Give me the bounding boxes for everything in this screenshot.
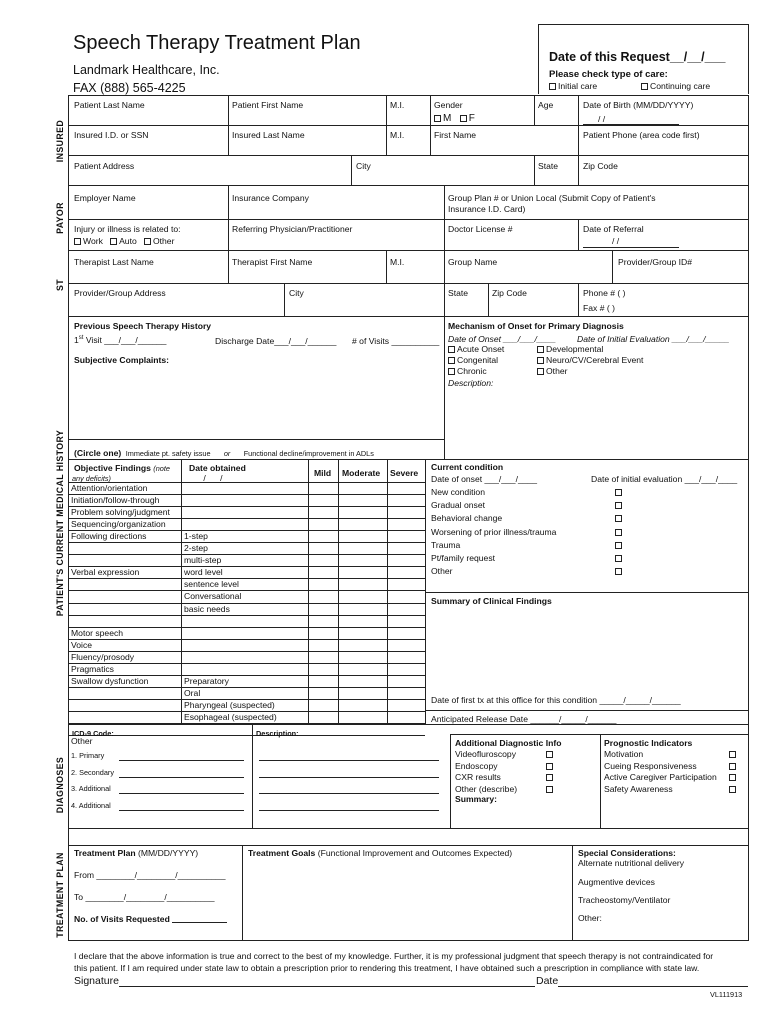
checkbox-icon[interactable] <box>641 83 648 90</box>
prev-history-title: Previous Speech Therapy History <box>74 321 212 331</box>
severe-header: Severe <box>390 468 419 478</box>
current-initial-eval-field[interactable]: Date of initial evaluation ___/___/____ <box>591 474 738 484</box>
employer-name-field[interactable]: Employer Name <box>74 193 136 203</box>
objective-subrow-label: sentence level <box>184 579 239 590</box>
initial-care-option[interactable]: Initial care <box>549 81 597 91</box>
insurance-company-field[interactable]: Insurance Company <box>232 193 309 203</box>
checkbox-icon[interactable] <box>549 83 556 90</box>
objective-row-label: Following directions <box>71 531 147 542</box>
insured-mi-field[interactable]: M.I. <box>390 130 405 140</box>
objective-row-label: Attention/orientation <box>71 483 148 493</box>
mechanism-title: Mechanism of Onset for Primary Diagnosis <box>448 321 624 331</box>
current-condition-item: Other <box>431 566 453 577</box>
provider-phone-field[interactable]: Phone # ( ) <box>583 288 626 298</box>
anticipated-release-field[interactable]: Anticipated Release Date ______/_____/______ <box>431 714 617 724</box>
checkbox-icon[interactable] <box>460 115 467 122</box>
company-name: Landmark Healthcare, Inc. <box>73 63 220 77</box>
provider-address-field[interactable]: Provider/Group Address <box>74 288 166 298</box>
objective-subrow-label: Esophageal (suspected) <box>184 711 277 722</box>
diagnosis-description-line[interactable] <box>259 777 439 778</box>
visits-requested-field[interactable]: No. of Visits Requested <box>74 914 227 924</box>
provider-group-id-field[interactable]: Provider/Group ID# <box>618 257 693 267</box>
current-condition-item: Gradual onset <box>431 500 485 511</box>
objective-subrow-label: 1-step <box>184 531 208 542</box>
first-visit-field[interactable]: 1st Visit ___/___/______ <box>74 335 167 345</box>
diagnostic-summary-label[interactable]: Summary: <box>455 794 498 804</box>
congenital-option[interactable]: Congenital <box>448 355 498 365</box>
checkbox-icon[interactable] <box>144 238 151 245</box>
patient-state-field[interactable]: State <box>538 161 559 171</box>
group-plan-field-line2: Insurance I.D. Card) <box>448 204 526 214</box>
injury-related-options[interactable]: Work Auto Other <box>74 236 174 246</box>
icd-code-line[interactable] <box>119 760 244 761</box>
doctor-license-field[interactable]: Doctor License # <box>448 224 513 234</box>
insured-id-field[interactable]: Insured I.D. or SSN <box>74 130 149 140</box>
treatment-to-field[interactable]: To ________/________/__________ <box>74 892 215 902</box>
side-label-insured: INSURED <box>55 119 65 163</box>
side-label-payor: PAYOR <box>55 202 65 234</box>
provider-state-field[interactable]: State <box>448 288 469 298</box>
side-label-treatment-plan: TREATMENT PLAN <box>55 852 65 938</box>
declaration-line-2: this patient. If I am required under state law to obtain a prescription prior to rendering this treatment, I have obtained such a prescription in compliance with state law. <box>74 963 700 973</box>
prognostic-item: Active Caregiver Participation <box>604 772 717 783</box>
checkbox-icon[interactable] <box>615 529 622 536</box>
referral-slashes: / / <box>612 236 620 246</box>
age-field[interactable]: Age <box>538 100 554 110</box>
continuing-care-option[interactable]: Continuing care <box>641 81 710 91</box>
objective-row-label: Fluency/prosody <box>71 651 135 662</box>
circle-option-safety[interactable]: Immediate pt. safety issue <box>125 449 211 458</box>
objective-row-label: Verbal expression <box>71 567 140 578</box>
injury-related-label: Injury or illness is related to: <box>74 224 181 234</box>
additional-diagnostic-item: Other (describe) <box>455 783 518 794</box>
objective-row-label: Motor speech <box>71 627 124 638</box>
checkbox-icon[interactable] <box>546 786 553 793</box>
group-name-field[interactable]: Group Name <box>448 257 498 267</box>
discharge-date-field[interactable]: Discharge Date___/___/______ <box>215 336 337 346</box>
objective-subrow-label: word level <box>184 567 223 578</box>
checkbox-icon[interactable] <box>615 502 622 509</box>
objective-subrow-label: Preparatory <box>184 675 229 686</box>
circle-option-functional[interactable]: Functional decline/improvement in ADLs <box>243 449 374 458</box>
diagnosis-description-line[interactable] <box>259 793 439 794</box>
dob-slashes: / / <box>598 114 606 124</box>
summary-clinical-findings[interactable]: Summary of Clinical Findings <box>431 596 552 606</box>
objective-subrow-label: Conversational <box>184 591 242 602</box>
mild-header: Mild <box>314 468 332 478</box>
date-obtained-label: Date obtained <box>189 463 246 473</box>
insured-first-name-field[interactable]: First Name <box>434 130 477 140</box>
checkbox-icon[interactable] <box>74 238 81 245</box>
group-plan-field[interactable]: Group Plan # or Union Local (Submit Copy of Patient's <box>448 193 656 203</box>
objective-subrow-label: Pharyngeal (suspected) <box>184 699 275 710</box>
declaration-line-1: I declare that the above information is true and correct to the best of my knowledge. Further, it is my professional judgment that speech therapy is not contraindicated for <box>74 951 714 961</box>
icd-code-line[interactable] <box>119 777 244 778</box>
objective-subrow-label: multi-step <box>184 555 222 566</box>
mechanism-other-option[interactable]: Other <box>537 366 568 376</box>
diagnosis-item-label: 2. Secondary <box>71 767 114 777</box>
additional-diagnostic-item: Endoscopy <box>455 760 498 771</box>
checkbox-icon[interactable] <box>448 357 455 364</box>
additional-diagnostic-item: CXR results <box>455 772 501 783</box>
objective-row-label: Sequencing/organization <box>71 519 166 530</box>
moderate-header: Moderate <box>342 468 381 478</box>
gender-label: Gender <box>434 100 463 110</box>
signature-label: Signature <box>74 975 119 987</box>
side-label-st: ST <box>55 278 65 292</box>
checkbox-icon[interactable] <box>546 774 553 781</box>
special-consideration-item[interactable]: Augmentive devices <box>578 877 655 887</box>
objective-row-label: Other <box>71 736 93 747</box>
patient-phone-field[interactable]: Patient Phone (area code first) <box>583 130 700 140</box>
checkbox-icon[interactable] <box>615 542 622 549</box>
objective-subrow-label: Oral <box>184 687 201 698</box>
prognostic-item: Cueing Responsiveness <box>604 760 697 771</box>
date-obtained-field[interactable]: ___/___/_____ <box>189 473 247 483</box>
patient-address-field[interactable]: Patient Address <box>74 161 135 171</box>
checkbox-icon[interactable] <box>729 774 736 781</box>
insured-last-name-field[interactable]: Insured Last Name <box>232 130 305 140</box>
side-label-history: PATIENT'S CURRENT MEDICAL HISTORY <box>55 429 65 617</box>
checkbox-icon[interactable] <box>615 515 622 522</box>
current-condition-title: Current condition <box>431 462 504 472</box>
objective-note: any deficits) <box>72 474 111 483</box>
therapist-last-name-field[interactable]: Therapist Last Name <box>74 257 154 267</box>
acute-onset-option[interactable]: Acute Onset <box>448 344 504 354</box>
treatment-plan-label: Treatment Plan (MM/DD/YYYY) <box>74 848 199 858</box>
special-consideration-item[interactable]: Other: <box>578 913 602 923</box>
special-consideration-item[interactable]: Alternate nutritional delivery <box>578 858 685 868</box>
date-of-referral-field[interactable]: Date of Referral <box>583 224 644 234</box>
treatment-from-field[interactable]: From ________/________/__________ <box>74 870 226 880</box>
checkbox-icon[interactable] <box>537 346 544 353</box>
diagnosis-description-line[interactable] <box>259 810 439 811</box>
date-of-request[interactable]: Date of this Request__/__/___ <box>549 50 726 64</box>
current-onset-field[interactable]: Date of onset ___/___/____ <box>431 474 538 484</box>
description-label: Description: <box>256 729 299 738</box>
date-of-onset-field[interactable]: Date of Onset ___/___/____ <box>448 334 556 344</box>
checkbox-icon[interactable] <box>729 763 736 770</box>
checkbox-icon[interactable] <box>729 751 736 758</box>
dob-field[interactable]: Date of Birth (MM/DD/YYYY) <box>583 100 694 110</box>
current-condition-item: New condition <box>431 487 485 497</box>
description-field[interactable]: Description: <box>448 378 494 388</box>
prognostic-item: Motivation <box>604 749 644 759</box>
checkbox-icon[interactable] <box>537 357 544 364</box>
therapist-mi-field[interactable]: M.I. <box>390 257 405 267</box>
patient-zip-field[interactable]: Zip Code <box>583 161 618 171</box>
current-condition-item: Pt/family request <box>431 553 495 563</box>
checkbox-icon[interactable] <box>448 368 455 375</box>
checkbox-icon[interactable] <box>546 751 553 758</box>
objective-row-label: Initiation/follow-through <box>71 495 160 506</box>
icd-code-line[interactable] <box>119 810 244 811</box>
diagnosis-item-label: 3. Additional <box>71 784 111 793</box>
checkbox-icon[interactable] <box>615 555 622 562</box>
checkbox-icon[interactable] <box>537 368 544 375</box>
patient-mi-field[interactable]: M.I. <box>390 100 405 110</box>
objective-subrow-label: basic needs <box>184 603 230 614</box>
signature-date-line[interactable] <box>558 986 748 987</box>
checkbox-icon[interactable] <box>448 346 455 353</box>
current-condition-item: Trauma <box>431 539 461 550</box>
diagnosis-item-label: 4. Additional <box>71 800 111 810</box>
objective-row-label: Swallow dysfunction <box>71 675 149 686</box>
icd9-label: ICD-9 Code: <box>72 729 114 738</box>
referring-physician-field[interactable]: Referring Physician/Practitioner <box>232 224 353 234</box>
gender-options[interactable]: M F <box>434 113 475 124</box>
additional-diagnostic-title: Additional Diagnostic Info <box>455 738 562 748</box>
objective-row-label: Problem solving/judgment <box>71 507 170 518</box>
circle-one-row: (Circle one) Immediate pt. safety issue or Functional decline/improvement in ADLs <box>74 448 374 458</box>
side-label-diagnoses: DIAGNOSES <box>55 756 65 814</box>
prognostic-title: Prognostic Indicators <box>604 738 693 748</box>
fax-number: FAX (888) 565-4225 <box>73 81 186 95</box>
subjective-complaints-label[interactable]: Subjective Complaints: <box>74 355 170 365</box>
objective-row-label: Pragmatics <box>71 663 114 674</box>
date-initial-eval-field[interactable]: Date of Initial Evaluation ___/___/_____ <box>577 334 730 344</box>
provider-zip-field[interactable]: Zip Code <box>492 288 527 298</box>
patient-city-field[interactable]: City <box>356 161 371 171</box>
special-consideration-item[interactable]: Tracheostomy/Ventilator <box>578 895 671 905</box>
current-condition-item: Behavioral change <box>431 513 503 524</box>
checkbox-icon[interactable] <box>110 238 117 245</box>
objective-row-label: Voice <box>71 639 93 650</box>
num-visits-field[interactable]: # of Visits __________ <box>352 336 440 346</box>
treatment-goals-label[interactable]: Treatment Goals (Functional Improvement and Outcomes Expected) <box>248 848 513 858</box>
form-title: Speech Therapy Treatment Plan <box>73 32 361 54</box>
care-type-label: Please check type of care: <box>549 69 668 80</box>
patient-first-name-field[interactable]: Patient First Name <box>232 100 304 110</box>
therapist-first-name-field[interactable]: Therapist First Name <box>232 257 313 267</box>
objective-subrow-label: 2-step <box>184 543 208 554</box>
checkbox-icon[interactable] <box>615 568 622 575</box>
developmental-option[interactable]: Developmental <box>537 344 603 354</box>
checkbox-icon[interactable] <box>434 115 441 122</box>
diagnosis-description-line[interactable] <box>259 760 439 761</box>
first-tx-date-field[interactable]: Date of first tx at this office for this condition _____/_____/______ <box>431 695 681 705</box>
neuro-option[interactable]: Neuro/CV/Cerebral Event <box>537 355 643 365</box>
provider-fax-field[interactable]: Fax # ( ) <box>583 303 615 313</box>
chronic-option[interactable]: Chronic <box>448 366 487 376</box>
checkbox-icon[interactable] <box>546 763 553 770</box>
additional-diagnostic-item: Videofluroscopy <box>455 749 516 759</box>
objective-findings-title: Objective Findings (note <box>74 463 170 473</box>
checkbox-icon[interactable] <box>729 786 736 793</box>
current-condition-item: Worsening of prior illness/trauma <box>431 526 557 537</box>
form-id: VL111913 <box>710 990 743 999</box>
diagnosis-item-label: 1. Primary <box>71 751 105 760</box>
special-considerations-title: Special Considerations: <box>578 848 676 858</box>
provider-city-field[interactable]: City <box>289 288 304 298</box>
icd-code-line[interactable] <box>119 793 244 794</box>
checkbox-icon[interactable] <box>615 489 622 496</box>
date-label: Date <box>536 975 559 987</box>
patient-last-name-field[interactable]: Patient Last Name <box>74 100 145 110</box>
signature-line[interactable] <box>119 986 535 987</box>
prognostic-item: Safety Awareness <box>604 783 673 794</box>
